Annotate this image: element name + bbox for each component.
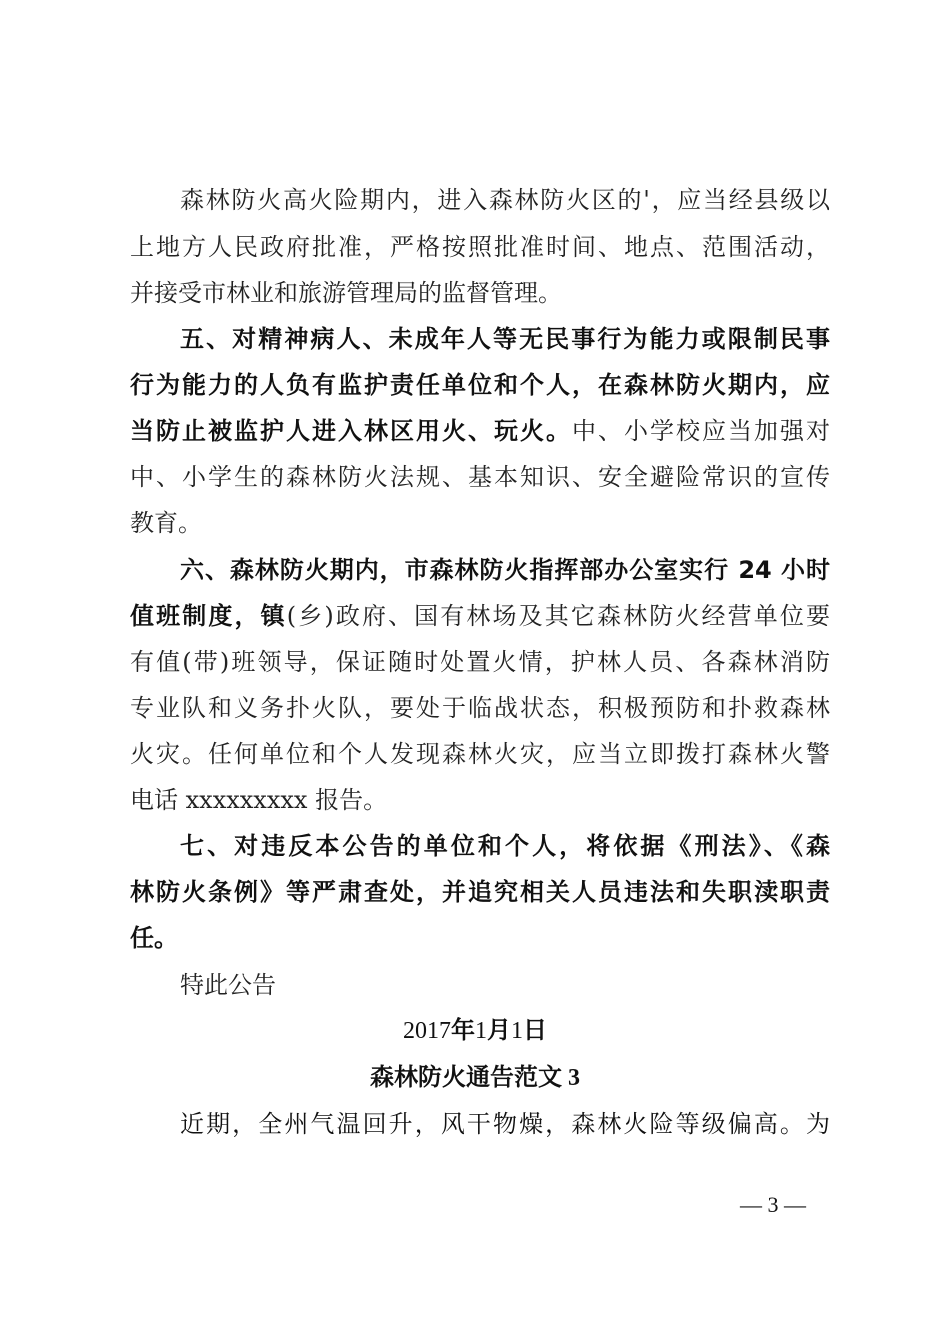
body-text: (乡)政府、国有林场及其它森林防火经营单位要 — [286, 602, 830, 630]
body-text: 专业队和义务扑火队，要处于临战状态，积极预防和扑救森林 — [130, 694, 830, 722]
body-text: 电话 xxxxxxxxx 报告。 — [130, 786, 388, 814]
body-line — [180, 831, 830, 861]
body-text: 并接受市林业和旅游管理局的监督管理。 — [130, 279, 562, 307]
bold-text: 任。 — [130, 924, 178, 952]
body-text: 教育。 — [130, 509, 202, 537]
body-text: 上地方人民政府批准，严格按照批准时间、地点、范围活动， — [130, 233, 830, 261]
body-line — [180, 555, 830, 585]
bold-text: 六、森林防火期内，市森林防火指挥部办公室实行 24 小时 — [180, 556, 830, 584]
body-line — [130, 462, 830, 492]
date-day: 1 — [511, 1018, 523, 1044]
bold-text: 七、对违反本公告的单位和个人，将依据《刑法》、《森 — [180, 832, 830, 860]
notice-date — [0, 1016, 950, 1046]
body-text: 中、小学校应当加强对 — [572, 417, 830, 445]
body-line — [180, 970, 830, 1000]
body-line — [130, 508, 830, 538]
body-line — [180, 185, 830, 215]
body-line — [130, 601, 830, 631]
body-line — [180, 324, 830, 354]
body-line: 近期，全州气温回升，风干物燥，森林火险等级偏高。为 — [180, 1110, 830, 1138]
body-line — [130, 693, 830, 723]
date-year: 2017 — [403, 1018, 451, 1044]
body-line — [130, 370, 830, 400]
date-month-char: 月 — [487, 1018, 511, 1044]
bold-text: 当防止被监护人进入林区用火、玩火。 — [130, 417, 572, 445]
body-text: 森林防火高火险期内，进入森林防火区的'，应当经县级以 — [180, 186, 830, 214]
bold-text: 行为能力的人负有监护责任单位和个人，在森林防火期内，应 — [130, 371, 830, 399]
date-year-char: 年 — [451, 1018, 475, 1044]
page-number: — 3 — — [740, 1192, 806, 1217]
body-text: 有值(带)班领导，保证随时处置火情，护林人员、各森林消防 — [130, 648, 830, 676]
body-line — [130, 416, 830, 446]
bold-text: 五、对精神病人、未成年人等无民事行为能力或限制民事 — [180, 325, 830, 353]
body-line — [130, 647, 830, 677]
bold-text: 值班制度，镇 — [130, 602, 287, 630]
body-line — [130, 232, 830, 262]
body-line — [130, 739, 830, 769]
body-line — [130, 923, 830, 953]
body-line — [130, 785, 830, 815]
body-text: 火灾。任何单位和个人发现森林火灾，应当立即拨打森林火警 — [130, 740, 830, 768]
section-title: 森林防火通告范文 3 — [370, 1065, 580, 1091]
body-line — [130, 877, 830, 907]
bold-text: 林防火条例》等严肃查处，并追究相关人员违法和失职渎职责 — [130, 878, 830, 906]
date-day-char: 日 — [523, 1018, 547, 1044]
date-month: 1 — [475, 1018, 487, 1044]
body-text: 中、小学生的森林防火法规、基本知识、安全避险常识的宣传 — [130, 463, 830, 491]
body-line — [130, 278, 830, 308]
body-text: 特此公告 — [180, 971, 276, 999]
